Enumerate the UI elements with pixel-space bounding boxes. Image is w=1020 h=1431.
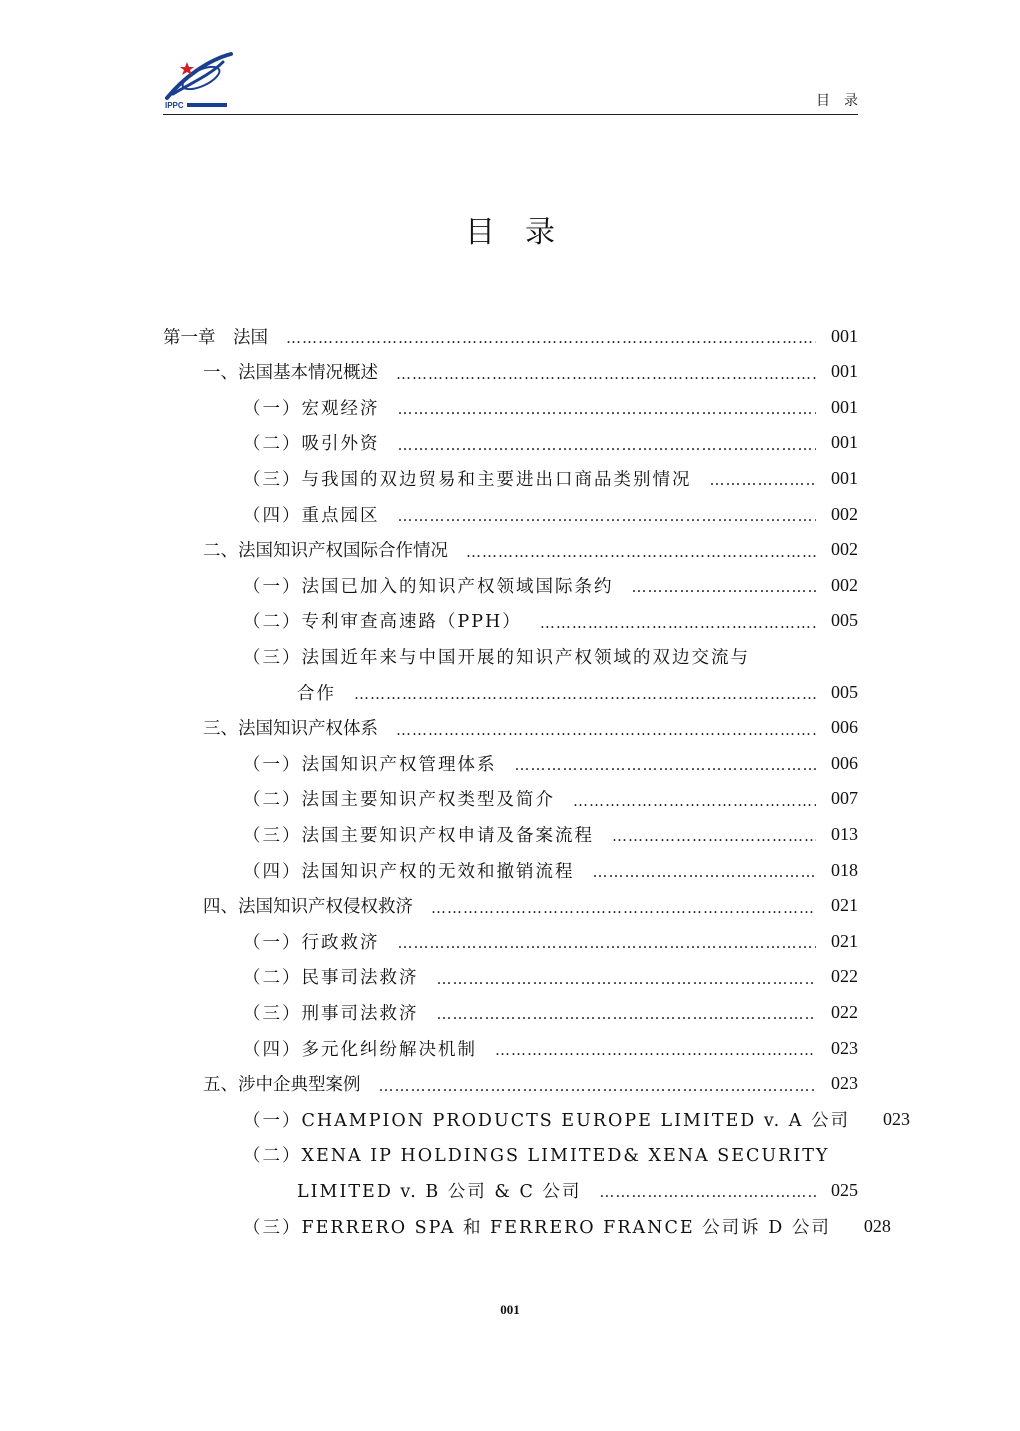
- toc-entry-page: 001: [831, 432, 858, 453]
- toc-leader-dots: [398, 400, 817, 418]
- toc-entry[interactable]: [163, 961, 858, 993]
- toc-entry-label: 一、法国基本情况概述: [203, 363, 378, 384]
- toc-entry[interactable]: [163, 854, 858, 886]
- toc-leader-dots: [398, 436, 817, 454]
- toc-entry[interactable]: [163, 569, 858, 601]
- toc-entry-label: 五、涉中企典型案例: [203, 1075, 361, 1096]
- toc-entry-label: （三）与我国的双边贸易和主要进出口商品类别情况: [243, 469, 692, 490]
- toc-entry-page: 007: [831, 788, 858, 809]
- toc-entry-page: 006: [831, 752, 858, 773]
- toc-leader-dots: [540, 614, 816, 632]
- toc-entry-page: 001: [831, 361, 858, 382]
- toc-entry[interactable]: [163, 427, 858, 459]
- toc-entry-label: （三）刑事司法救济: [243, 1003, 419, 1024]
- toc-entry-page: 002: [831, 539, 858, 560]
- toc-leader-dots: [710, 471, 817, 489]
- toc-entry-page: 028: [863, 1215, 891, 1236]
- toc-entry-label: （四）法国知识产权的无效和撤销流程: [243, 861, 575, 882]
- header-rule: [163, 114, 858, 115]
- toc-entry[interactable]: [163, 640, 858, 672]
- toc-leader-dots: [398, 934, 817, 952]
- toc-entry-label: （二）吸引外资: [243, 434, 380, 455]
- toc-entry-page: 023: [831, 1073, 858, 1094]
- toc-entry-label: 三、法国知识产权体系: [203, 719, 378, 740]
- toc-entry[interactable]: [163, 996, 858, 1028]
- toc-entry-page: 001: [831, 396, 858, 417]
- toc-entry[interactable]: [163, 1174, 858, 1206]
- toc-entry[interactable]: [163, 1210, 891, 1242]
- toc-leader-dots: [379, 1077, 817, 1095]
- toc-entry-label: （二）法国主要知识产权类型及简介: [243, 790, 555, 811]
- toc-entry[interactable]: [163, 712, 858, 744]
- toc-entry-page: 025: [831, 1179, 858, 1200]
- toc-entry[interactable]: [163, 1103, 911, 1135]
- toc-leader-dots: [466, 543, 816, 561]
- toc-leader-dots: [599, 1183, 816, 1201]
- toc-entry-page: 023: [883, 1108, 911, 1129]
- toc-entry-label: （二）民事司法救济: [243, 968, 419, 989]
- toc-entry[interactable]: [163, 1139, 858, 1171]
- toc-entry-label: （一）CHAMPION PRODUCTS EUROPE LIMITED v. A 公司: [243, 1110, 851, 1131]
- toc-entry[interactable]: [163, 391, 858, 423]
- toc-leader-dots: [286, 329, 816, 347]
- toc-leader-dots: [632, 578, 817, 596]
- toc-entry-label: 合作: [297, 683, 336, 704]
- toc-leader-dots: [396, 721, 816, 739]
- toc-entry[interactable]: [163, 534, 858, 566]
- toc-entry-label: （三）法国近年来与中国开展的知识产权领域的双边交流与: [243, 647, 750, 668]
- toc-entry[interactable]: [163, 1068, 858, 1100]
- toc-entry-page: 002: [831, 503, 858, 524]
- toc-entry[interactable]: [163, 320, 858, 352]
- logo-text: IPPC: [165, 101, 184, 110]
- toc-leader-dots: [612, 827, 816, 845]
- toc-entry-label: （二）XENA IP HOLDINGS LIMITED& XENA SECURITY: [243, 1146, 830, 1167]
- toc-entry-label: （一）法国已加入的知识产权领域国际条约: [243, 576, 614, 597]
- toc-entry-label: （三）FERRERO SPA 和 FERRERO FRANCE 公司诉 D 公司: [243, 1217, 831, 1238]
- toc-entry[interactable]: [163, 605, 858, 637]
- page-title: 目录: [465, 215, 585, 250]
- toc-entry[interactable]: [163, 356, 858, 388]
- toc-leader-dots: [437, 1005, 817, 1023]
- header-title: 目录: [816, 93, 872, 109]
- ippc-logo: [163, 48, 233, 110]
- toc-entry[interactable]: [163, 676, 858, 708]
- page-header: [163, 48, 872, 116]
- toc-entry-label: （一）行政救济: [243, 932, 380, 953]
- toc-leader-dots: [573, 792, 816, 810]
- toc-leader-dots: [593, 863, 817, 881]
- toc-entry[interactable]: [163, 925, 858, 957]
- toc-entry[interactable]: [163, 818, 858, 850]
- toc-leader-dots: [515, 756, 817, 774]
- toc-entry[interactable]: [163, 462, 858, 494]
- toc-entry-label: 第一章 法国: [163, 327, 268, 348]
- toc-leader-dots: [398, 507, 817, 525]
- toc-entry-page: 013: [831, 823, 858, 844]
- toc-entry-page: 002: [831, 574, 858, 595]
- toc-entry-label: LIMITED v. B 公司 & C 公司: [297, 1181, 582, 1202]
- toc-entry-page: 001: [831, 325, 858, 346]
- toc-entry-label: 二、法国知识产权国际合作情况: [203, 541, 448, 562]
- toc-entry-page: 005: [831, 681, 858, 702]
- toc-entry-label: 四、法国知识产权侵权救济: [203, 897, 413, 918]
- toc-entry-page: 023: [831, 1037, 858, 1058]
- toc-leader-dots: [431, 899, 816, 917]
- toc-entry[interactable]: [163, 747, 858, 779]
- toc-entry-page: 005: [831, 610, 858, 631]
- page-number: 001: [500, 1302, 520, 1317]
- toc-entry-page: 001: [831, 467, 858, 488]
- toc-entry-page: 022: [831, 966, 858, 987]
- toc-entry-label: （一）宏观经济: [243, 398, 380, 419]
- toc-entry-label: （一）法国知识产权管理体系: [243, 754, 497, 775]
- toc-entry-page: 018: [831, 859, 858, 880]
- toc-leader-dots: [437, 970, 817, 988]
- toc-entry[interactable]: [163, 498, 858, 530]
- toc-entry-label: （四）重点园区: [243, 505, 380, 526]
- toc-entry-label: （四）多元化纠纷解决机制: [243, 1039, 477, 1060]
- toc-leader-dots: [396, 365, 816, 383]
- toc-entry-label: （二）专利审查高速路（PPH）: [243, 612, 522, 633]
- toc-entry[interactable]: [163, 890, 858, 922]
- toc-entry-page: 006: [831, 717, 858, 738]
- toc-entry[interactable]: [163, 1032, 858, 1064]
- toc-entry-page: 022: [831, 1001, 858, 1022]
- toc-leader-dots: [495, 1041, 816, 1059]
- toc-entry-label: （三）法国主要知识产权申请及备案流程: [243, 825, 594, 846]
- toc-entry-page: 021: [831, 930, 858, 951]
- toc-entry[interactable]: [163, 783, 858, 815]
- toc-entry-page: 021: [831, 895, 858, 916]
- toc-leader-dots: [354, 685, 816, 703]
